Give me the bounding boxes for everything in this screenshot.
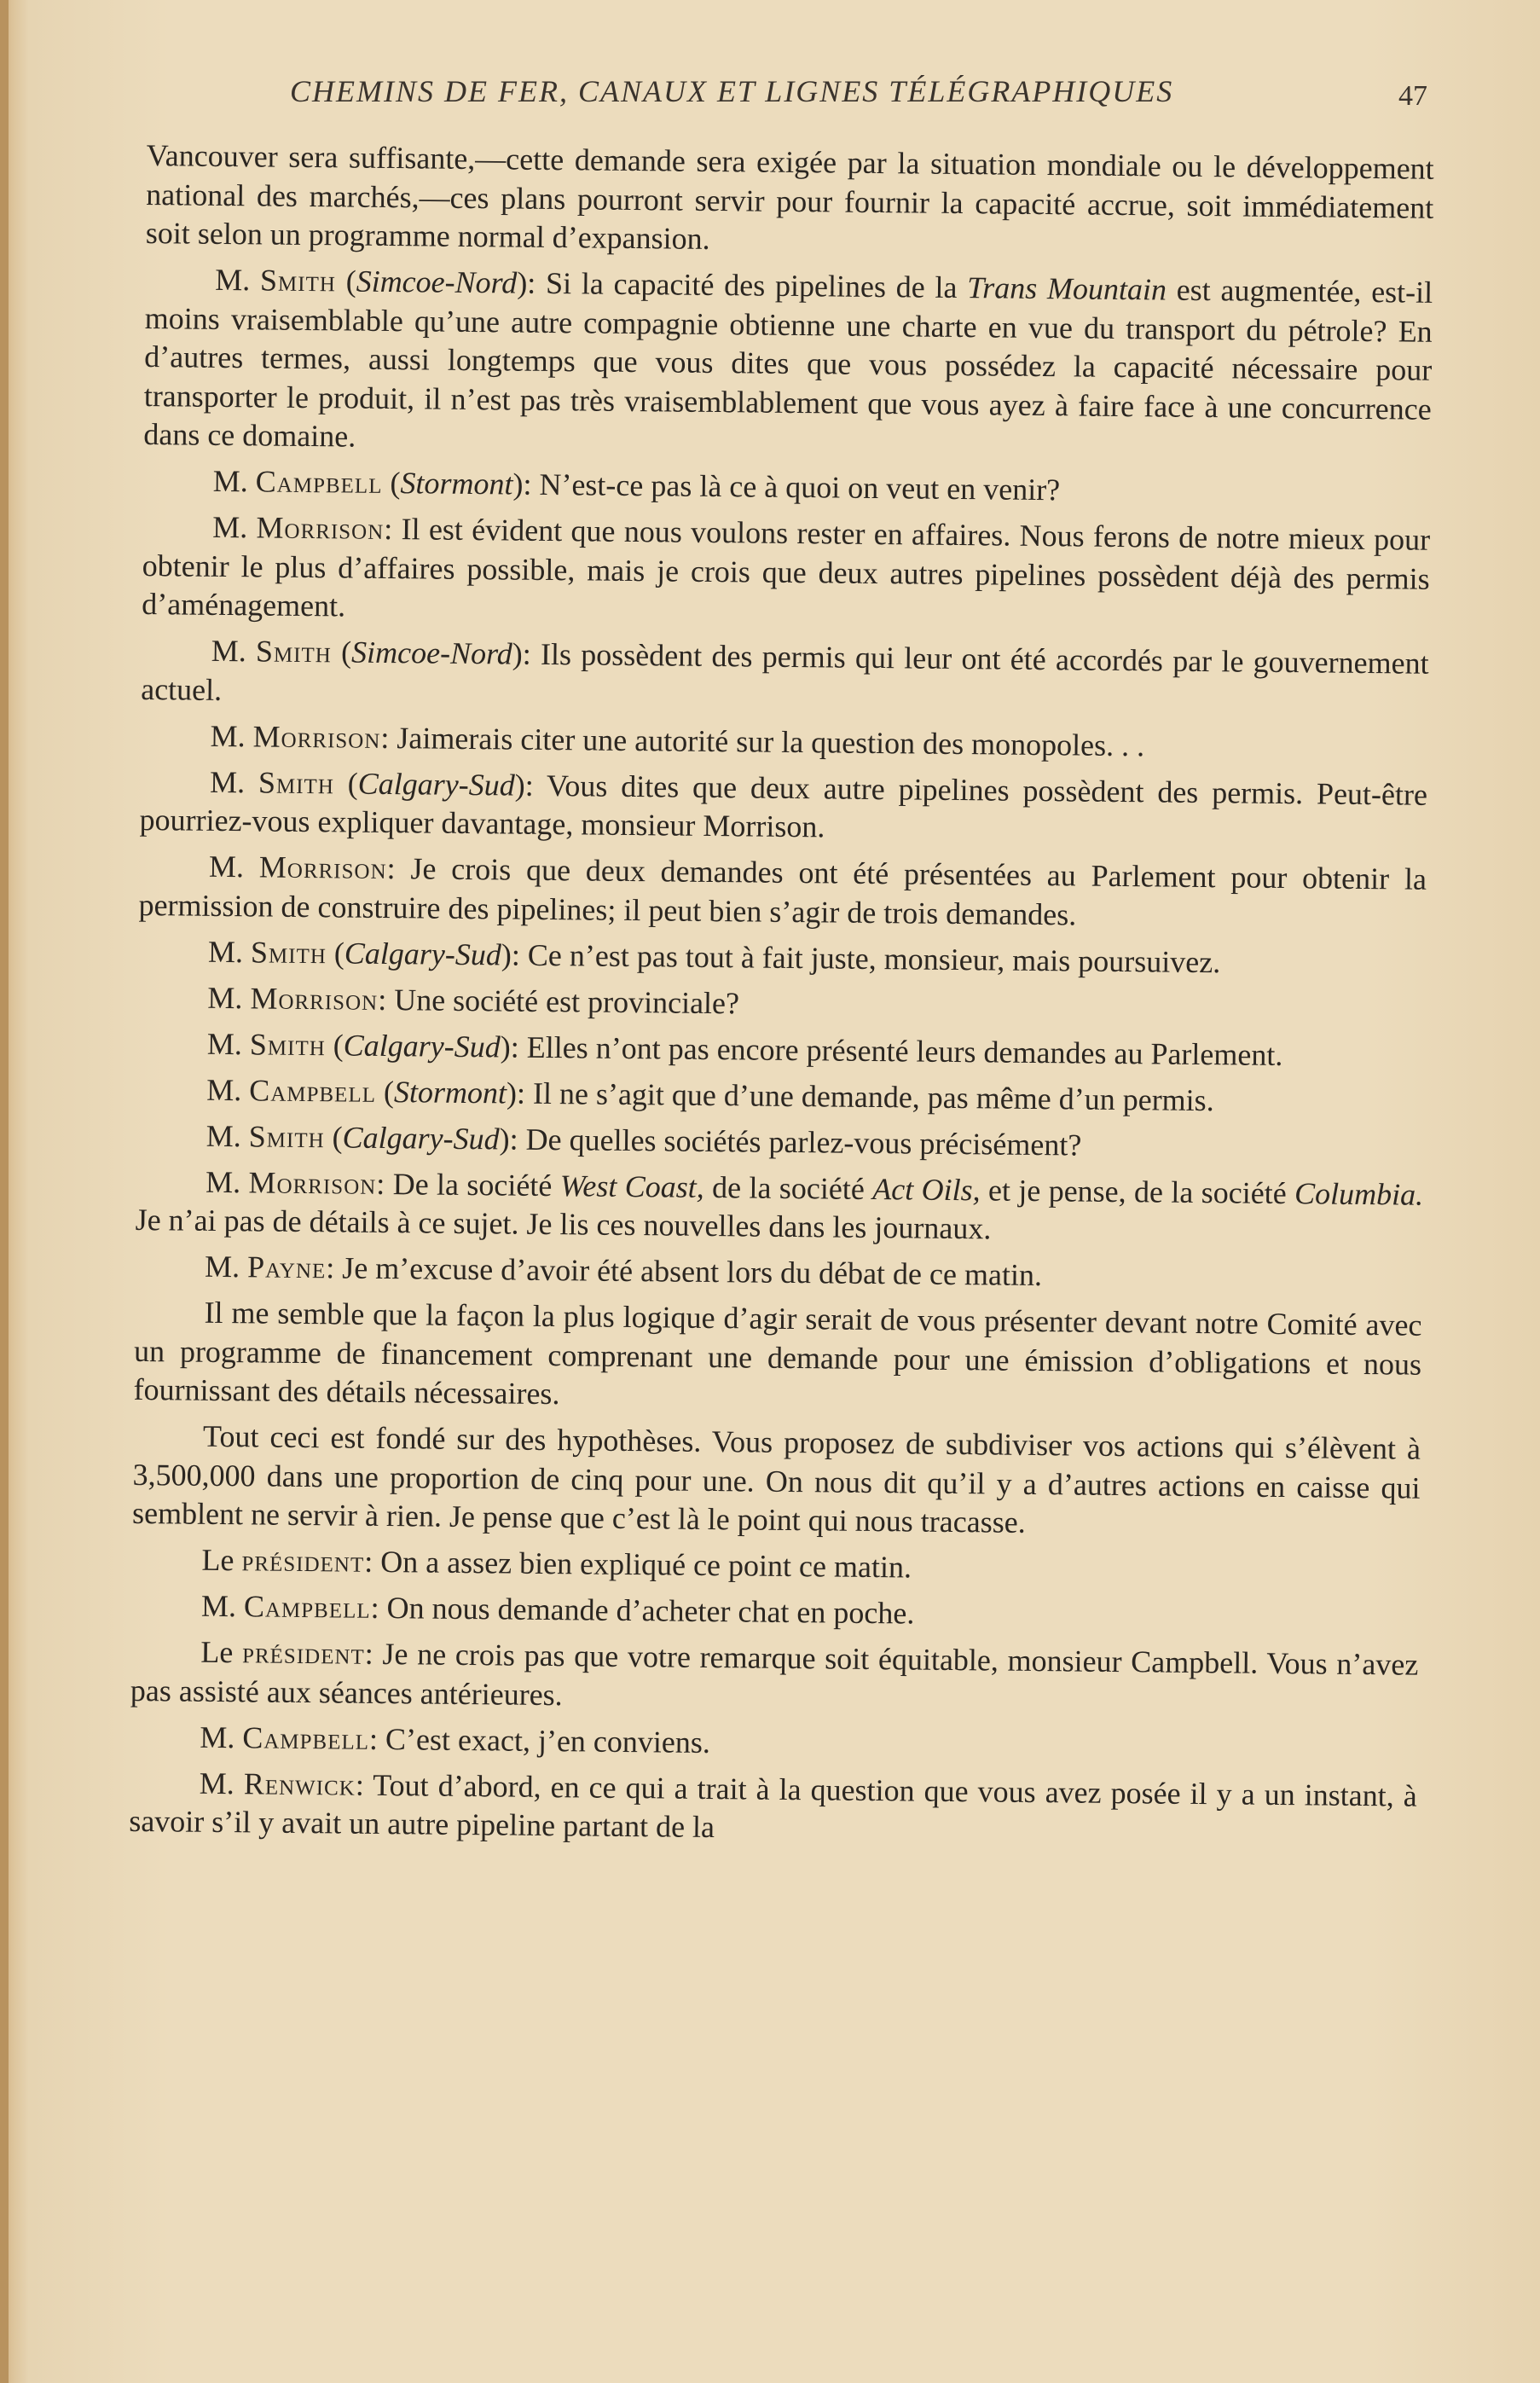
italic-text: West Coast, (559, 1168, 705, 1204)
paragraph (138, 847, 1427, 938)
speaker-name: Campbell (249, 1072, 377, 1109)
running-header: CHEMINS DE FER, CANAUX ET LIGNES TÉLÉGRAPHIQUES (290, 74, 1174, 108)
speaker-name: Campbell (255, 464, 383, 500)
speaker-name: Morrison (248, 1164, 377, 1201)
text-run: : Je ne crois pas que votre remarque soit équitable, monsieur Campbell. Vous n’avez pas assisté aux séances antérieures. (130, 1636, 1419, 1712)
italic-text: Act Oils, (872, 1171, 981, 1207)
speaker-name: président (241, 1635, 366, 1671)
paragraph (139, 762, 1427, 853)
text-run: ): Ce n’est pas tout à fait juste, monsieur, mais poursuivez. (501, 936, 1221, 979)
text-run: M. (215, 262, 261, 298)
italic-text: Calgary-Sud (342, 1119, 500, 1156)
text-run: M. (207, 980, 251, 1015)
speaker-name: Smith (248, 1118, 325, 1154)
text-run: M. (206, 1118, 249, 1153)
italic-text: Simcoe-Nord (350, 635, 512, 671)
speaker-name: Morrison (252, 718, 381, 755)
paragraph (130, 1632, 1419, 1724)
speaker-name: Smith (259, 263, 337, 299)
text-run: : Une société est provinciale? (377, 982, 740, 1020)
text-run: Vancouver sera suffisante,—cette demande sera exigée par la situation mondiale ou le développement national des marchés,—ces plans pourront servir pour fournir la capacité accrue, soit immédiatement soit selon un programme normal d’expansion. (145, 137, 1434, 256)
speaker-name: Renwick (243, 1766, 356, 1802)
paragraph (146, 136, 1434, 266)
page-number: 47 (1398, 80, 1427, 112)
text-run: ( (333, 765, 358, 801)
text-run: ( (335, 264, 356, 299)
italic-text: Columbia. (1294, 1175, 1424, 1212)
text-run: M. (209, 764, 259, 799)
speaker-name: Smith (249, 1026, 326, 1062)
text-run: ): Ils possèdent des permis qui leur ont été accordés par le gouvernement actuel. (141, 636, 1429, 707)
text-run: M. (210, 718, 253, 753)
text-run: ): Elles n’ont pas encore présenté leurs demandes au Parlement. (500, 1029, 1283, 1072)
paragraph (136, 1116, 1423, 1168)
text-run: : Tout d’abord, en ce qui a trait à la question que vous avez posée il y a un instant, à savoir s’il y avait un autre pipeline partant de la (129, 1767, 1417, 1845)
text-run: : Il est évident que nous voulons rester en affaires. Nous ferons de notre mieux pour obtenir le plus d’affaires possible, mais je crois que deux autres pipelines possèdent déjà des permis d’aménagement. (142, 511, 1431, 623)
text-run: Tout ceci est fondé sur des hypothèses. Vous proposez de subdiviser vos actions qui s’élèvent à 3,500,000 dans une proportion de cinq pour une. On nous dit qu’il y a d’autres actions en caisse qui semblent ne servir à rien. Je pense que c’est là le point qui nous tracasse. (131, 1418, 1421, 1539)
text-run: et je pense, de la société (980, 1172, 1295, 1210)
text-run: : On nous demande d’acheter chat en poche. (370, 1590, 915, 1631)
paragraph (141, 631, 1429, 722)
text-run: M. (206, 1072, 250, 1107)
speaker-name: Campbell (243, 1589, 371, 1625)
text-run: de la société (703, 1169, 873, 1206)
text-run: M. (204, 1249, 248, 1284)
paragraph (135, 1162, 1423, 1253)
text-run: M. (212, 463, 256, 499)
text-run: Je n’ai pas de détails à ce sujet. Je lis ces nouvelles dans les journaux. (135, 1202, 992, 1246)
paragraph (137, 977, 1425, 1029)
text-run: : Je m’excuse d’avoir été absent lors du débat de ce matin. (326, 1250, 1043, 1293)
speaker-name: Morrison (256, 510, 385, 546)
italic-text: Trans Mountain (967, 270, 1167, 307)
paragraph (131, 1586, 1419, 1638)
text-run: M. (212, 509, 257, 545)
text-run: ( (326, 935, 345, 970)
body-text (129, 136, 1434, 1862)
paragraph (131, 1540, 1419, 1592)
text-run: M. (200, 1719, 243, 1754)
text-run: : Jaimerais citer une autorité sur la question des monopoles. . . (380, 720, 1145, 762)
text-run: ): De quelles sociétés parlez-vous précisément? (499, 1121, 1082, 1163)
paragraph (142, 507, 1430, 637)
speaker-name: Campbell (242, 1719, 370, 1756)
speaker-name: président (241, 1543, 365, 1579)
text-run: ): Vous dites que deux autre pipelines possèdent des permis. Peut-être pourriez-vous expliquer davantage, monsieur Morrison. (139, 768, 1428, 844)
text-run: est augmentée, est-il moins vraisemblable qu’une autre compagnie obtienne une charte en vue du transport du pétrole? En d’autres termes, aussi longtemps que vous dites que vous possédez la capacité nécessaire pour transporter le produit, il n’est pas très vraisemblablement que vous ayez à faire face à une concurrence dans ce domaine. (143, 272, 1433, 454)
text-run: : C’est exact, j’en conviens. (368, 1721, 711, 1760)
text-run: ( (331, 635, 352, 670)
text-run: M. (205, 1164, 249, 1199)
speaker-name: Morrison (258, 849, 387, 885)
text-run: ): N’est-ce pas là ce à quoi on veut en venir? (512, 467, 1061, 507)
text-run: ( (382, 465, 401, 501)
italic-text: Calgary-Sud (343, 1027, 501, 1064)
text-run: M. (199, 1766, 245, 1800)
text-run: ): Il ne s’agit que d’une demande, pas même d’un permis. (506, 1075, 1214, 1117)
speaker-name: Smith (250, 934, 327, 970)
speaker-name: Morrison (250, 980, 379, 1017)
paragraph (143, 461, 1431, 513)
text-run: Le (201, 1542, 242, 1578)
text-run: : On a assez bien expliqué ce point ce matin. (364, 1544, 912, 1585)
text-run: ( (325, 1027, 344, 1062)
text-run: M. (207, 934, 252, 969)
text-run: M. (206, 1026, 251, 1061)
text-run: M. (200, 1588, 245, 1624)
italic-text: Calgary-Sud (344, 935, 502, 971)
italic-text: Simcoe-Nord (356, 264, 518, 300)
paragraph (133, 1293, 1421, 1423)
text-run: M. (211, 633, 257, 669)
paragraph (132, 1417, 1421, 1546)
text-run: M. (208, 849, 260, 884)
speaker-name: Smith (258, 764, 335, 800)
paragraph (143, 260, 1433, 467)
italic-text: Stormont (400, 466, 513, 502)
text-run: ): Si la capacité des pipelines de la (517, 265, 968, 305)
paragraph (129, 1763, 1417, 1854)
text-run: Il me semble que la façon la plus logique d’agir serait de vous présenter devant notre Comité avec un programme de financement comprenant une demande pour une émission d’obligations et nous fournissant des détails nécessaires. (133, 1295, 1422, 1412)
text-run: Le (200, 1634, 243, 1670)
text-run: ( (375, 1074, 395, 1109)
paragraph (130, 1717, 1417, 1769)
italic-text: Calgary-Sud (357, 766, 515, 803)
paragraph (140, 716, 1427, 768)
text-run: : De la société (376, 1166, 560, 1203)
paragraph (135, 1247, 1422, 1299)
paragraph (137, 1023, 1425, 1076)
page-binding-edge (0, 0, 9, 2383)
speaker-name: Smith (255, 634, 333, 670)
paragraph (138, 931, 1426, 983)
paragraph (136, 1070, 1424, 1122)
italic-text: Stormont (393, 1074, 507, 1110)
text-run: ( (324, 1119, 343, 1154)
speaker-name: Payne (246, 1249, 327, 1285)
text-run: : Je crois que deux demandes ont été présentées au Parlement pour obtenir la permission de construire des pipelines; il peut bien s’agir de trois demandes. (138, 850, 1427, 931)
